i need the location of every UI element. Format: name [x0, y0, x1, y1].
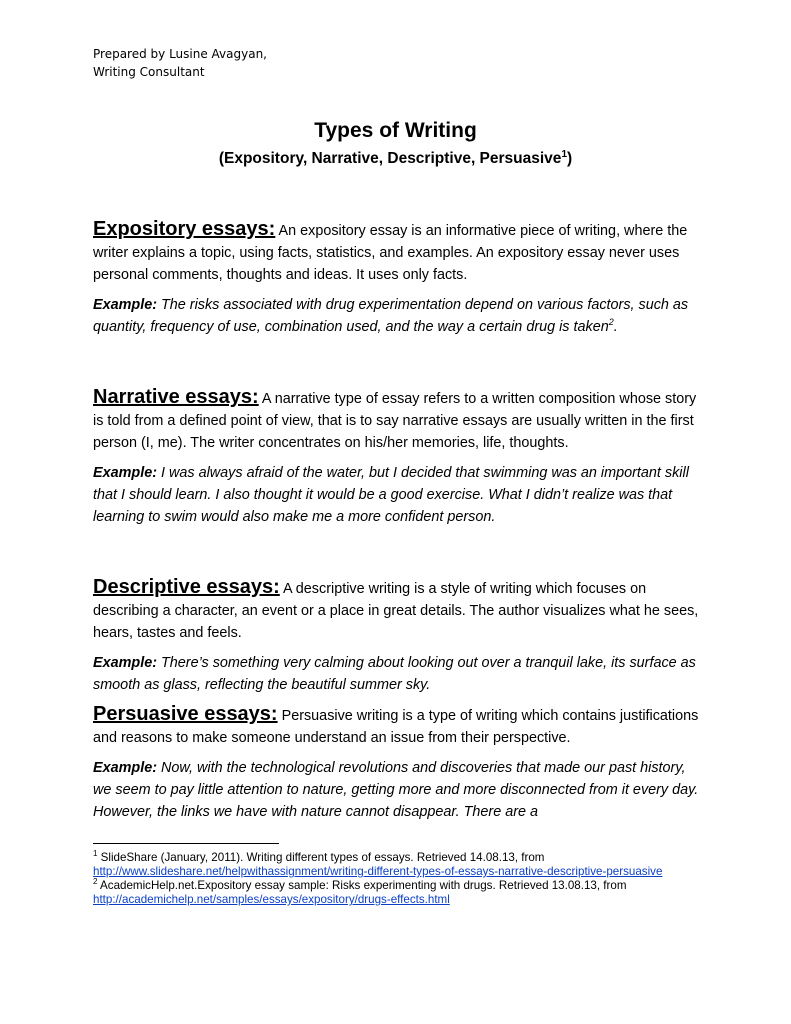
example-label: Example:	[93, 655, 157, 671]
footnote-number: 1	[93, 849, 98, 858]
footnote-text: AcademicHelp.net.Expository essay sample: Risks experimenting with drugs. Retrieved 13.08.13, from	[97, 879, 627, 892]
footnote-number: 2	[93, 877, 98, 886]
example-label: Example:	[93, 465, 157, 481]
section-body	[93, 386, 705, 454]
page-title: Types of Writing	[314, 119, 477, 142]
section-heading: Descriptive essays:	[93, 576, 280, 598]
footnotes	[93, 851, 705, 907]
section-example	[93, 652, 705, 696]
section-text: A narrative type of essay refers to a written composition whose story is told from a defined point of view, that is to say narrative essays are usually written in the first person (I, me). The writer concentrates on his/her memories, life, thoughts.	[93, 391, 697, 451]
footnote-text: SlideShare (January, 2011). Writing different types of essays. Retrieved 14.08.13, from	[97, 851, 545, 864]
section-heading: Persuasive essays:	[93, 703, 278, 725]
footnote-2	[93, 879, 705, 907]
section-text: A descriptive writing is a style of writing which focuses on describing a character, an event or a place in great details. The author visualizes what he sees, hears, tastes and feels.	[93, 581, 699, 641]
example-text: Now, with the technological revolutions and discoveries that made our past history, we seem to pay little attention to nature, getting more and more disconnected from it every day. However, the links we have with nature cannot disappear. There are a	[93, 760, 699, 820]
author-line: Prepared by Lusine Avagyan,	[93, 47, 267, 61]
section-body	[93, 218, 705, 286]
section-example	[93, 757, 705, 823]
section-persuasive	[93, 703, 705, 823]
footnote-divider	[93, 843, 279, 844]
author-role-line: Writing Consultant	[93, 65, 205, 79]
section-body	[93, 576, 705, 644]
example-label: Example:	[93, 297, 157, 313]
subtitle-text: (Expository, Narrative, Descriptive, Persuasive	[218, 150, 562, 167]
example-end: .	[613, 319, 618, 335]
section-text: An expository essay is an informative piece of writing, where the writer explains a topic, using facts, statistics, and examples. An expository essay never uses personal comments, thoughts and ideas. It uses only facts.	[93, 223, 688, 283]
example-text: The risks associated with drug experimentation depend on various factors, such as quantity, frequency of use, combination used, and the way a certain drug is taken	[93, 297, 689, 335]
section-heading: Narrative essays:	[93, 386, 259, 408]
page-subtitle	[0, 148, 791, 170]
section-example	[93, 462, 705, 528]
section-text: Persuasive writing is a type of writing which contains justifications and reasons to make someone understand an issue from their perspective.	[93, 708, 699, 746]
section-body	[93, 703, 705, 749]
author-header	[93, 45, 267, 81]
example-label: Example:	[93, 760, 157, 776]
footnote-ref-1[interactable]: 1	[561, 149, 567, 160]
section-descriptive	[93, 576, 705, 696]
footnote-link[interactable]: http://www.slideshare.net/helpwithassignment/writing-different-types-of-essays-narrative-descriptive-persuasive	[93, 865, 663, 878]
subtitle-close: )	[567, 150, 573, 167]
example-text: I was always afraid of the water, but I decided that swimming was an important skill that I should learn. I also thought it would be a good exercise. What I didn’t realize was that learning to swim would also make me a more confident person.	[93, 465, 689, 525]
example-text: There’s something very calming about looking out over a tranquil lake, its surface as smooth as glass, reflecting the beautiful summer sky.	[93, 655, 696, 693]
section-heading: Expository essays:	[93, 218, 276, 240]
footnote-1	[93, 851, 705, 879]
footnote-ref-2[interactable]: 2	[608, 317, 614, 327]
footnote-link[interactable]: http://academichelp.net/samples/essays/expository/drugs-effects.html	[93, 893, 450, 906]
section-example	[93, 294, 705, 338]
section-expository	[93, 218, 705, 338]
section-narrative	[93, 386, 705, 528]
